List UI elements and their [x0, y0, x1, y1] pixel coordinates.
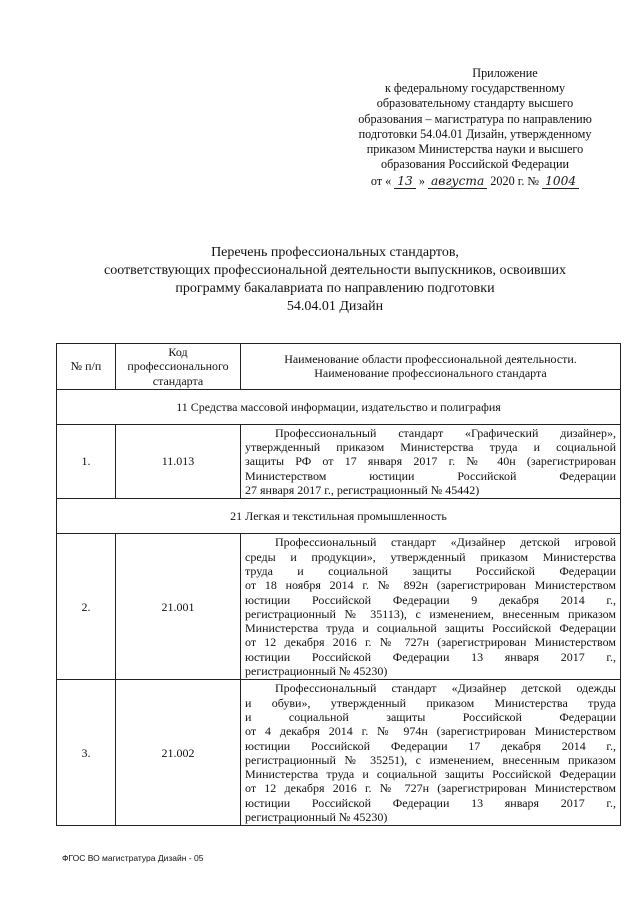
table-header-row	[57, 344, 621, 390]
appendix-line: к федеральному государственному	[384, 81, 566, 96]
title-line: программу бакалавриата по направлению подготовки	[175, 281, 495, 296]
page-footer: ФГОС ВО магистратура Дизайн - 05	[62, 853, 204, 863]
order-number-handwritten: 1004	[542, 175, 579, 189]
title-line: соответствующих профессиональной деятельности выпускников, освоивших	[104, 263, 566, 278]
desc-line: от 18 ноября 2014 г. № 892н (зарегистрирован Министерством	[245, 578, 616, 593]
section-title: 21 Легкая и текстильная промышленность	[57, 499, 621, 534]
title-line: Перечень профессиональных стандартов,	[211, 245, 459, 260]
table-row	[57, 534, 621, 680]
desc-line: регистрационный № 45230)	[245, 810, 388, 825]
order-reference	[330, 174, 620, 189]
desc-line: от 12 декабря 2016 г. № 727н (зарегистрирован Министерством	[245, 781, 616, 796]
row-number: 3.	[57, 680, 116, 826]
section-title: 11 Средства массовой информации, издательство и полиграфия	[57, 389, 621, 424]
standard-description	[241, 680, 621, 826]
appendix-line: образования – магистратура по направлению	[358, 111, 592, 126]
desc-line: юстиции Российской Федерации 17 декабря 2014 г.,	[245, 738, 616, 753]
desc-line: Министерства труда и социальной защиты Российской Федерации	[245, 767, 616, 782]
section-row	[57, 499, 621, 534]
standard-code: 21.001	[116, 534, 241, 680]
table-row	[57, 680, 621, 826]
header-code: Код профессионального стандарта	[116, 344, 241, 390]
appendix-line: подготовки 54.04.01 Дизайн, утвержденному	[358, 126, 592, 141]
order-prefix: от «	[370, 174, 392, 189]
desc-line: 27 января 2017 г., регистрационный № 45442)	[245, 483, 480, 498]
row-number: 1.	[57, 424, 116, 498]
table-row	[57, 424, 621, 498]
desc-line: утвержденный приказом Министерства труда и социальной	[245, 440, 616, 455]
title-line: 54.04.01 Дизайн	[286, 299, 384, 314]
desc-line: юстиции Российской Федерации 13 января 2017 г.,	[245, 795, 616, 810]
order-year: 2020 г. №	[490, 174, 540, 189]
desc-line: Профессиональный стандарт «Дизайнер детской игровой	[275, 535, 616, 550]
desc-line: и обуви», утвержденный приказом Министерства труда	[245, 695, 616, 710]
desc-line: среды и продукции», утвержденный приказом Министерства	[245, 549, 616, 564]
appendix-title: Приложение	[472, 66, 538, 80]
desc-line: Министерства труда и социальной защиты Российской Федерации	[245, 621, 616, 636]
appendix-line: образования Российской Федерации	[380, 157, 569, 172]
header-name-line: Наименование области профессиональной деятельности.	[284, 352, 577, 367]
desc-line: регистрационный № 45230)	[245, 664, 388, 679]
desc-line: регистрационный № 35113), с изменением, внесенным приказом	[245, 606, 616, 621]
appendix-line: образовательному стандарту высшего	[376, 96, 574, 111]
desc-line: от 12 декабря 2016 г. № 727н (зарегистрирован Министерством	[245, 635, 616, 650]
desc-line: юстиции Российской Федерации 13 января 2017 г.,	[245, 649, 616, 664]
desc-line: труда и социальной защиты Российской Федерации	[245, 563, 616, 578]
desc-line: Профессиональный стандарт «Графический дизайнер»,	[275, 425, 616, 440]
standards-table	[56, 343, 621, 826]
desc-line: регистрационный № 35251), с изменением, внесенным приказом	[245, 752, 616, 767]
order-month-handwritten: августа	[428, 175, 487, 189]
appendix-line: приказом Министерства науки и высшего	[366, 142, 584, 157]
header-name	[241, 344, 621, 390]
standard-description	[241, 424, 621, 498]
document-title	[60, 244, 610, 316]
desc-line: Министерством юстиции Российской Федерации	[245, 468, 616, 483]
row-number: 2.	[57, 534, 116, 680]
desc-line: защиты РФ от 17 января 2017 г. № 40н (зарегистрирован	[245, 454, 616, 469]
standard-description	[241, 534, 621, 680]
header-num: № п/п	[57, 344, 116, 390]
desc-line: юстиции Российской Федерации 9 декабря 2014 г.,	[245, 592, 616, 607]
desc-line: и социальной защиты Российской Федерации	[245, 709, 616, 724]
header-name-line: Наименование профессионального стандарта	[314, 366, 547, 381]
appendix-block	[330, 66, 620, 190]
standard-code: 11.013	[116, 424, 241, 498]
desc-line: от 4 декабря 2014 г. № 974н (зарегистрирован Министерством	[245, 724, 616, 739]
order-sep: »	[418, 174, 425, 189]
desc-line: Профессиональный стандарт «Дизайнер детской одежды	[275, 681, 616, 696]
standard-code: 21.002	[116, 680, 241, 826]
section-row	[57, 389, 621, 424]
order-day-handwritten: 13	[394, 175, 416, 189]
